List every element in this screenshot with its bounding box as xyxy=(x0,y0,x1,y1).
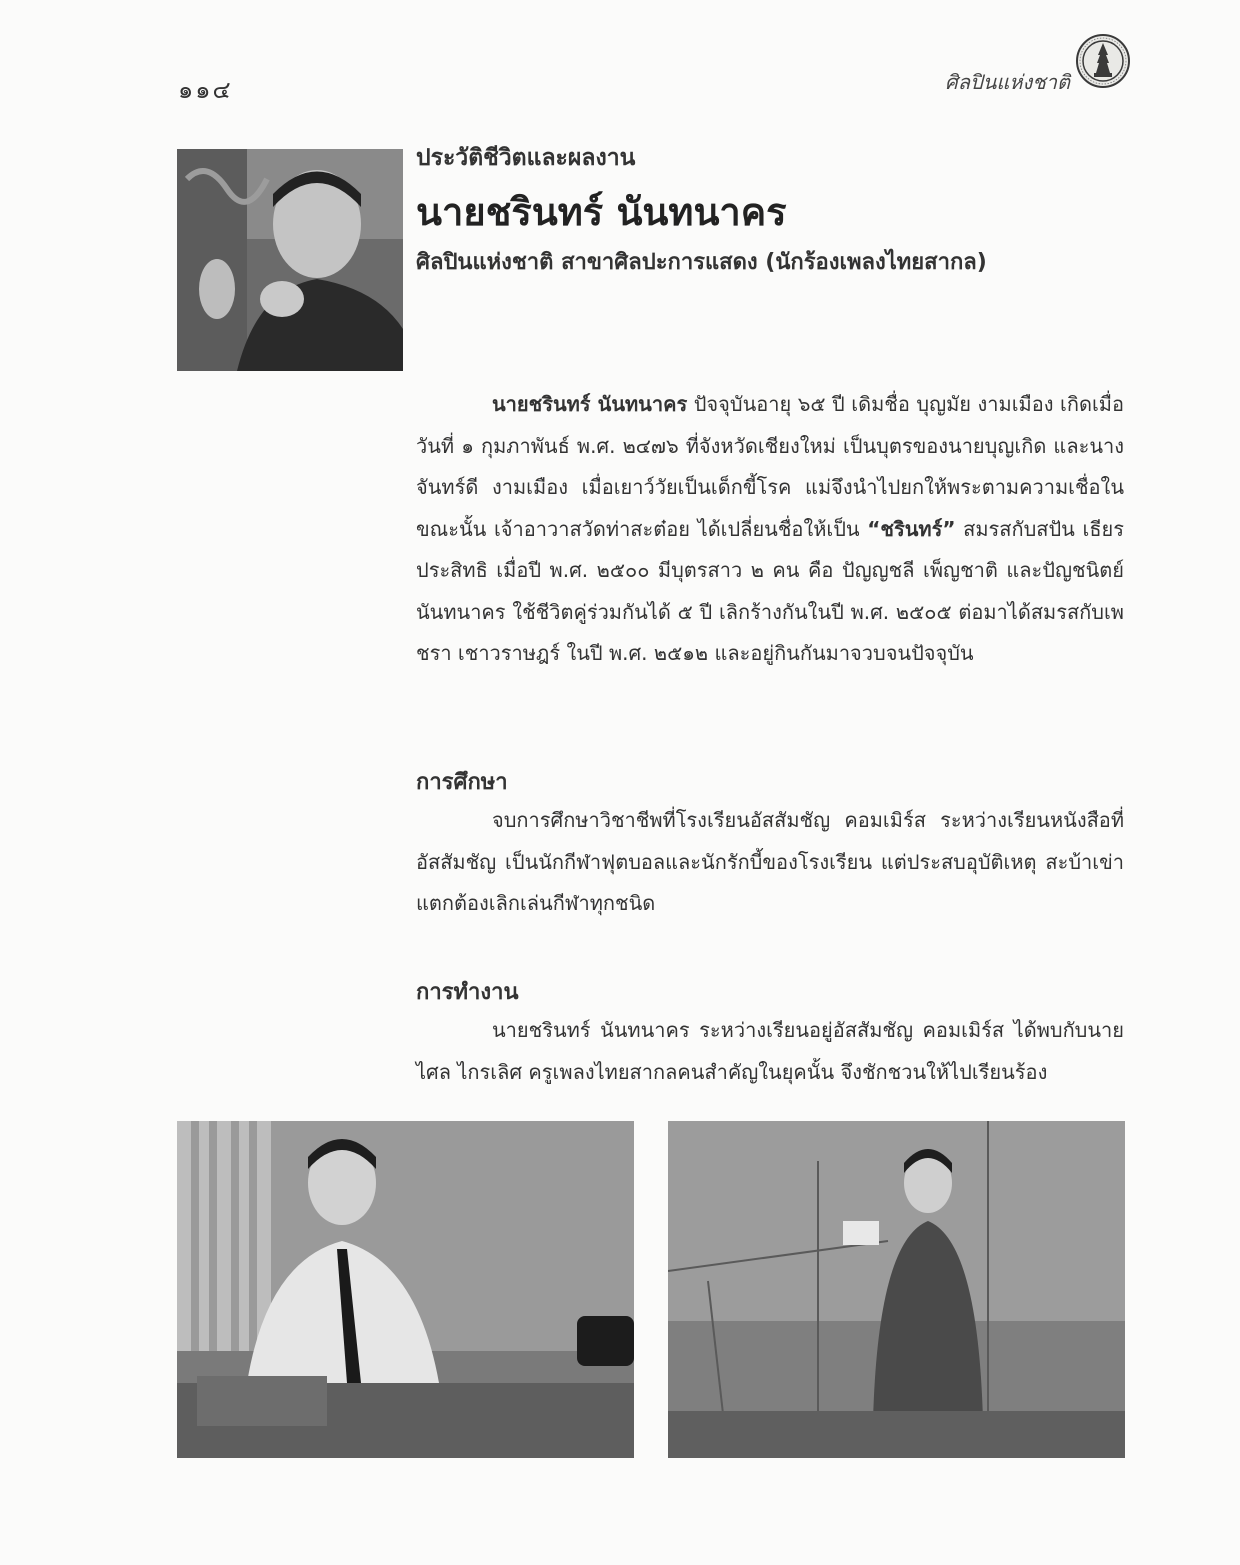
intro-new-name: “ชรินทร์” xyxy=(867,516,956,541)
education-text: จบการศึกษาวิชาชีพที่โรงเรียนอัสสัมชัญ คอมเมิร์ส ระหว่างเรียนหนังสือที่อัสสัมชัญ เป็นนักกีฬาฟุตบอลและนักรักบี้ของโรงเรียน แต่ประสบอุบัติเหตุ สะบ้าเข่าแตกต้องเลิกเล่นกีฬาทุกชนิด xyxy=(416,808,1124,915)
work-text: นายชรินทร์ นันทนาคร ระหว่างเรียนอยู่อัสสัมชัญ คอมเมิร์ส ได้พบกับนายไศล ไกรเลิศ ครูเพลงไทยสากลคนสำคัญในยุคนั้น จึงชักชวนให้ไปเรียนร้อง xyxy=(416,1018,1124,1084)
portrait-photo xyxy=(177,149,403,371)
page-number: ๑๑๔ xyxy=(178,76,233,104)
recording-studio-photo xyxy=(668,1121,1125,1458)
emblem-icon xyxy=(1075,33,1131,89)
intro-text-1: ปัจจุบันอายุ ๖๕ ปี เดิมชื่อ บุญมัย งามเมือง เกิดเมื่อวันที่ ๑ กุมภาพันธ์ พ.ศ. ๒๔๗๖ ที่จังหวัดเชียงใหม่ เป็นบุตรของนายบุญเกิด และนางจันทร์ดี งามเมือง เมื่อเยาว์วัยเป็นเด็กขี้โรค แม่จึงนำไปยกให้พระตามความเชื่อในขณะนั้น เจ้าอาวาสวัดท่าสะต๋อย ได้เปลี่ยนชื่อให้เป็น xyxy=(416,392,1124,541)
intro-text-2: สมรสกับสปัน เธียรประสิทธิ เมื่อปี พ.ศ. ๒๕๐๐ มีบุตรสาว ๒ คน คือ ปัญญชลี เพ็ญชาติ และปัญชนิตย์ นันทนาคร ใช้ชีวิตคู่ร่วมกันได้ ๕ ปี เลิกร้างกันในปี พ.ศ. ๒๕๐๕ ต่อมาได้สมรสกับเพชรา เชาวราษฎร์ ในปี พ.ศ. ๒๕๑๒ และอยู่กินกันมาจวบจนปัจจุบัน xyxy=(416,516,1125,665)
education-paragraph xyxy=(416,800,1124,925)
artist-subtitle: ศิลปินแห่งชาติ สาขาศิลปะการแสดง (นักร้องเพลงไทยสากล) xyxy=(416,250,987,275)
office-desk-photo xyxy=(177,1121,634,1458)
work-heading: การทำงาน xyxy=(416,980,519,1005)
running-header: ศิลปินแห่งชาติ xyxy=(945,70,1070,94)
intro-lead-name: นายชรินทร์ นันทนาคร xyxy=(492,392,688,416)
work-paragraph xyxy=(416,1010,1124,1093)
section-label: ประวัติชีวิตและผลงาน xyxy=(416,145,636,171)
education-heading: การศึกษา xyxy=(416,770,508,795)
intro-paragraph xyxy=(416,384,1124,675)
artist-name-title: นายชรินทร์ นันทนาคร xyxy=(416,190,787,234)
